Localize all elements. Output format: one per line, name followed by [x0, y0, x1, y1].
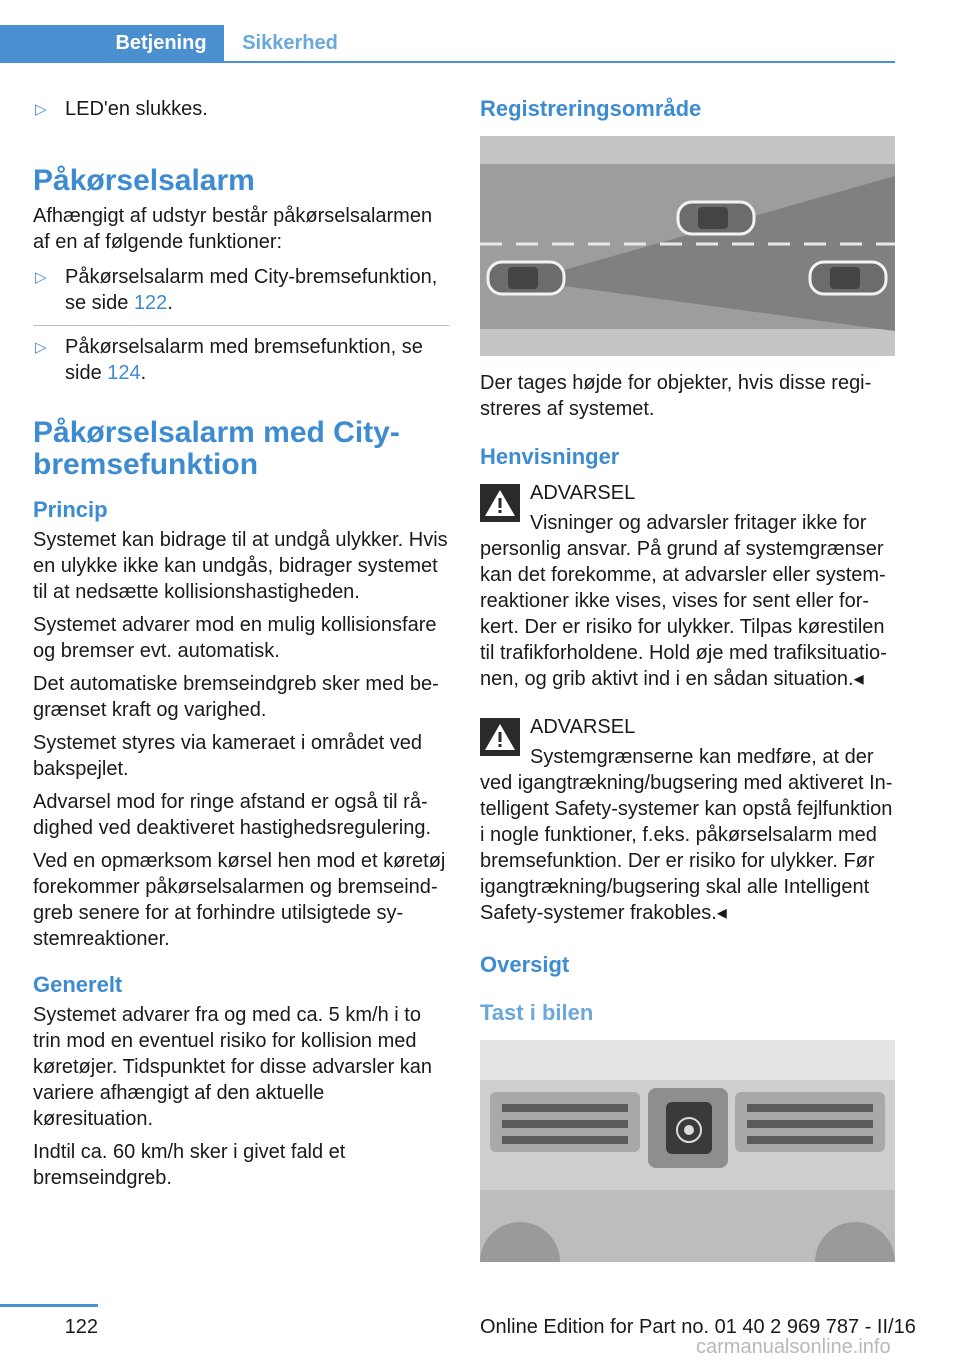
subheading-overview: Oversigt — [480, 952, 570, 977]
collision-warning-button-icon — [666, 1102, 712, 1154]
list-item: ▷ Påkørselsalarm med bremsefunktion, se side 124. — [35, 336, 423, 384]
bullet-triangle-icon: ▷ — [35, 101, 47, 118]
subheading-button-in-car: Tast i bilen — [480, 1000, 594, 1025]
button-in-car-photo — [480, 1040, 895, 1262]
footer-accent-line — [0, 1304, 98, 1307]
detection-text: Der tages højde for objekter, hvis disse registreres af systemet. — [480, 372, 872, 420]
car-own-icon — [488, 262, 564, 294]
paragraph: Systemet kan bidrage til at undgå ulykker. Hvis en ulykke ikke kan undgås, bidrager systemet til at nedsætte kollisionshastigheden. — [33, 529, 448, 603]
warning-triangle-icon — [480, 484, 520, 522]
tab-sikkerhed[interactable]: Sikkerhed — [242, 32, 338, 54]
warning-first-line: Visninger og advarsler fritager ikke for — [530, 512, 867, 534]
subheading-general: Generelt — [33, 972, 123, 997]
page-link-122[interactable]: 122 — [133, 292, 168, 314]
section-intro: Afhængigt af udstyr består påkørselsalarmen af en af følgende funktioner: — [33, 205, 433, 253]
warning-text: ved igangtrækning/bugsering med aktiveret Intelligent Safety-systemer kan opstå fejlfunktion i nogle funktioner, f.eks. påkørselsalarm med bremsefunktion. Der er risiko for ulykker. Før igangtrækning/bugsering skal alle Intelligent Safety-systemer frakobles.◂ — [480, 772, 893, 924]
car-adjacent-icon — [678, 202, 754, 234]
top-bullet-list — [33, 96, 449, 131]
page-link-124[interactable]: 124 — [107, 362, 141, 384]
paragraph: Systemet advarer fra og med ca. 5 km/h i to trin mod en eventuel risiko for kollision med køretøjer. Tidspunktet for disse advarsler kan variere afhængigt af den aktuelle køresituation. — [33, 1004, 433, 1130]
tab-marker — [0, 25, 98, 61]
bullet-triangle-icon: ▷ — [35, 269, 47, 286]
paragraph: Systemet styres via kameraet i området ved bakspejlet. — [33, 732, 423, 780]
warning-block-2 — [480, 714, 896, 926]
detection-range-illustration — [480, 136, 895, 356]
chapter-tabs — [0, 25, 895, 63]
car-ahead-icon — [810, 262, 886, 294]
subheading-detection-range: Registreringsområde — [480, 96, 702, 121]
paragraph: Det automatiske bremseindgreb sker med begrænset kraft og varighed. — [33, 673, 439, 721]
right-column — [480, 96, 896, 1262]
left-column — [33, 96, 449, 1198]
section-title-collision-warning: Påkørselsalarm — [33, 164, 255, 197]
road-radar-graphic — [480, 136, 895, 356]
subheading-notes: Henvisninger — [480, 444, 620, 469]
warning-first-line: Systemgrænserne kan medføre, at der — [530, 746, 874, 768]
paragraph: Advarsel mod for ringe afstand er også til rådighed ved deaktiveret hastighedsregulering. — [33, 791, 432, 839]
warning-label: ADVARSEL — [530, 716, 636, 738]
section-title-city-brake: Påkørselsalarm med City- bremsefunktion — [33, 416, 400, 481]
paragraph: Systemet advarer mod en mulig kollisionsfare og bremser evt. automatisk. — [33, 614, 437, 662]
list-item: ▷ Påkørselsalarm med City-bremsefunktion, se side 122. — [33, 264, 449, 326]
warning-triangle-icon — [480, 718, 520, 756]
subheading-principle: Princip — [33, 497, 108, 522]
page-number: 122 — [64, 1316, 98, 1338]
function-bullet-list — [33, 264, 449, 395]
warning-text: personlig ansvar. På grund af systemgrænser kan det forekomme, at advarsler eller systemreaktioner ikke vises, vises for sent eller forkert. Der er risiko for ulykker. Tilpas kørestilen til trafikforholdene. Hold øje med trafiksituationen, og grib aktivt ind i en sådan situation.◂ — [480, 538, 887, 690]
paragraph: Indtil ca. 60 km/h sker i givet fald et bremseindgreb. — [33, 1141, 346, 1189]
warning-label: ADVARSEL — [530, 482, 636, 504]
bullet-triangle-icon: ▷ — [35, 339, 47, 356]
watermark: carmanualsonline.info — [696, 1336, 891, 1358]
warning-block-1 — [480, 480, 896, 692]
tab-betjening[interactable]: Betjening — [98, 25, 224, 61]
edition-info: Online Edition for Part no. 01 40 2 969 787 - II/16 — [480, 1316, 916, 1338]
paragraph: Ved en opmærksom kørsel hen mod et køretøj forekommer påkørselsalarmen og bremseindgreb senere for at forhindre utilsigtede systemreaktioner. — [33, 850, 446, 950]
dashboard-button-graphic — [480, 1040, 895, 1262]
list-item: ▷ LED'en slukkes. — [33, 96, 449, 131]
